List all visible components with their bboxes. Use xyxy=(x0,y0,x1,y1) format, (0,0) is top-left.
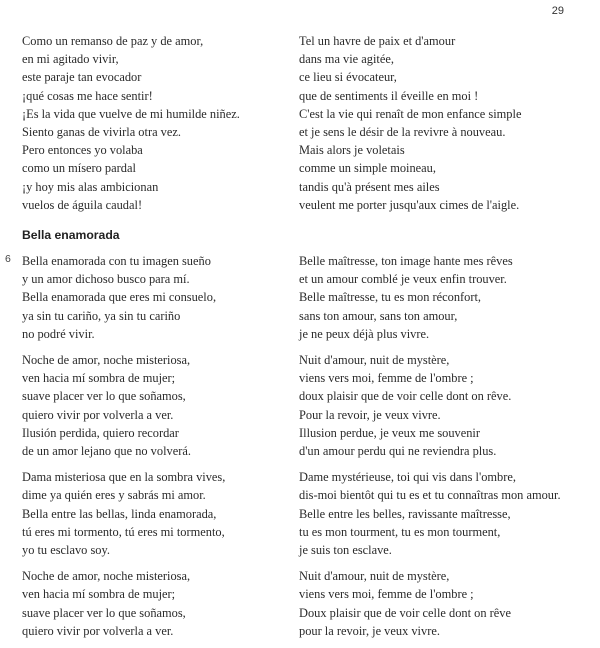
verse-line: Belle maîtresse, tu es mon réconfort, xyxy=(299,290,482,305)
verse-line: veulent me porter jusqu'aux cimes de l'aigle. xyxy=(299,197,520,212)
verse-line: suave placer ver lo que soñamos, xyxy=(22,389,186,404)
verse-line: Pero entonces yo volaba xyxy=(22,143,143,158)
verse-line: ce lieu si évocateur, xyxy=(299,70,397,85)
verse-line: ¡y hoy mis alas ambicionan xyxy=(22,179,159,194)
verse-line: comme un simple moineau, xyxy=(299,161,436,176)
verse-line: pour la revoir, je veux vivre. xyxy=(299,623,440,638)
verse-line: et un amour comblé je veux enfin trouver. xyxy=(299,272,507,287)
verse-line: que de sentiments il éveille en moi ! xyxy=(299,88,479,103)
french-stanza xyxy=(299,468,584,559)
verse-line: doux plaisir que de voir celle dont on rêve. xyxy=(299,389,512,404)
french-stanza xyxy=(299,252,584,343)
verse-line: tu es mon tourment, tu es mon tourment, xyxy=(299,524,501,539)
verse-line: Doux plaisir que de voir celle dont on rêve xyxy=(299,605,511,620)
page-number: 29 xyxy=(551,5,564,17)
verse-line: Nuit d'amour, nuit de mystère, xyxy=(299,569,450,584)
verse-line: de un amor lejano que no volverá. xyxy=(22,444,191,459)
verse-line: vuelos de águila caudal! xyxy=(22,197,143,212)
verse-line: Nuit d'amour, nuit de mystère, xyxy=(299,353,450,368)
verse-line: tú eres mi tormento, tú eres mi tormento, xyxy=(22,524,225,539)
verse-line: je suis ton esclave. xyxy=(299,543,392,558)
verse-line: Bella enamorada que eres mi consuelo, xyxy=(22,290,217,305)
verse-line: yo tu esclavo soy. xyxy=(22,543,110,558)
verse-line: viens vers moi, femme de l'ombre ; xyxy=(299,371,474,386)
verse-line: ya sin tu cariño, ya sin tu cariño xyxy=(22,308,181,323)
verse-line: ¡Es la vida que vuelve de mi humilde niñez. xyxy=(22,106,240,121)
french-intro xyxy=(299,32,584,214)
verse-line: ¡qué cosas me hace sentir! xyxy=(22,88,153,103)
verse-line: Dame mystérieuse, toi qui vis dans l'ombre, xyxy=(299,470,516,485)
verse-line: Bella enamorada con tu imagen sueño xyxy=(22,254,211,269)
verse-line: suave placer ver lo que soñamos, xyxy=(22,605,186,620)
verse-line: Belle entre les belles, ravissante maîtresse, xyxy=(299,506,511,521)
verse-line: Illusion perdue, je veux me souvenir xyxy=(299,425,480,440)
verse-line: quiero vivir por volverla a ver. xyxy=(22,623,174,638)
verse-line: Belle maîtresse, ton image hante mes rêves xyxy=(299,254,513,269)
verse-line: dime ya quién eres y sabrás mi amor. xyxy=(22,488,206,503)
verse-line: tandis qu'à présent mes ailes xyxy=(299,179,440,194)
verse-line: et je sens le désir de la revivre à nouveau. xyxy=(299,125,506,140)
verse-line: dis-moi bientôt qui tu es et tu connaîtras mon amour. xyxy=(299,488,561,503)
verse-line: Pour la revoir, je veux vivre. xyxy=(299,407,441,422)
verse-line: sans ton amour, sans ton amour, xyxy=(299,308,458,323)
verse-line: como un mísero pardal xyxy=(22,161,136,176)
verse-line: Siento ganas de vivirla otra vez. xyxy=(22,125,181,140)
spanish-column xyxy=(5,32,284,648)
verse-line: ven hacia mí sombra de mujer; xyxy=(22,587,176,602)
verse-line: dans ma vie agitée, xyxy=(299,52,394,67)
verse-line: Tel un havre de paix et d'amour xyxy=(299,34,456,48)
verse-line: quiero vivir por volverla a ver. xyxy=(22,407,174,422)
verse-line: y un amor dichoso busco para mí. xyxy=(22,272,190,287)
verse-line: ven hacia mí sombra de mujer; xyxy=(22,371,176,386)
verse-line: C'est la vie qui renaît de mon enfance simple xyxy=(299,106,522,121)
song-title: Bella enamorada xyxy=(22,228,120,243)
verse-line: Bella entre las bellas, linda enamorada, xyxy=(22,506,217,521)
verse-line: no podré vivir. xyxy=(22,326,95,341)
verse-line: je ne peux déjà plus vivre. xyxy=(299,326,430,341)
verse-line: Como un remanso de paz y de amor, xyxy=(22,34,204,48)
verse-line: Ilusión perdida, quiero recordar xyxy=(22,425,179,440)
verse-line: en mi agitado vivir, xyxy=(22,52,119,67)
verse-line: viens vers moi, femme de l'ombre ; xyxy=(299,587,474,602)
verse-line: Mais alors je voletais xyxy=(299,143,405,158)
verse-line: Noche de amor, noche misteriosa, xyxy=(22,569,191,584)
spanish-stanza xyxy=(22,468,284,559)
french-column xyxy=(299,32,584,648)
heading-spacer xyxy=(299,226,584,244)
spanish-stanza xyxy=(22,351,284,460)
verse-line: este paraje tan evocador xyxy=(22,70,142,85)
verse-line: d'un amour perdu qui ne reviendra plus. xyxy=(299,444,497,459)
spanish-intro xyxy=(22,32,284,214)
verse-line: Dama misteriosa que en la sombra vives, xyxy=(22,470,226,485)
spanish-stanza xyxy=(5,252,284,343)
verse-line: Noche de amor, noche misteriosa, xyxy=(22,353,191,368)
french-stanza xyxy=(299,351,584,460)
track-number: 6 xyxy=(5,253,11,266)
